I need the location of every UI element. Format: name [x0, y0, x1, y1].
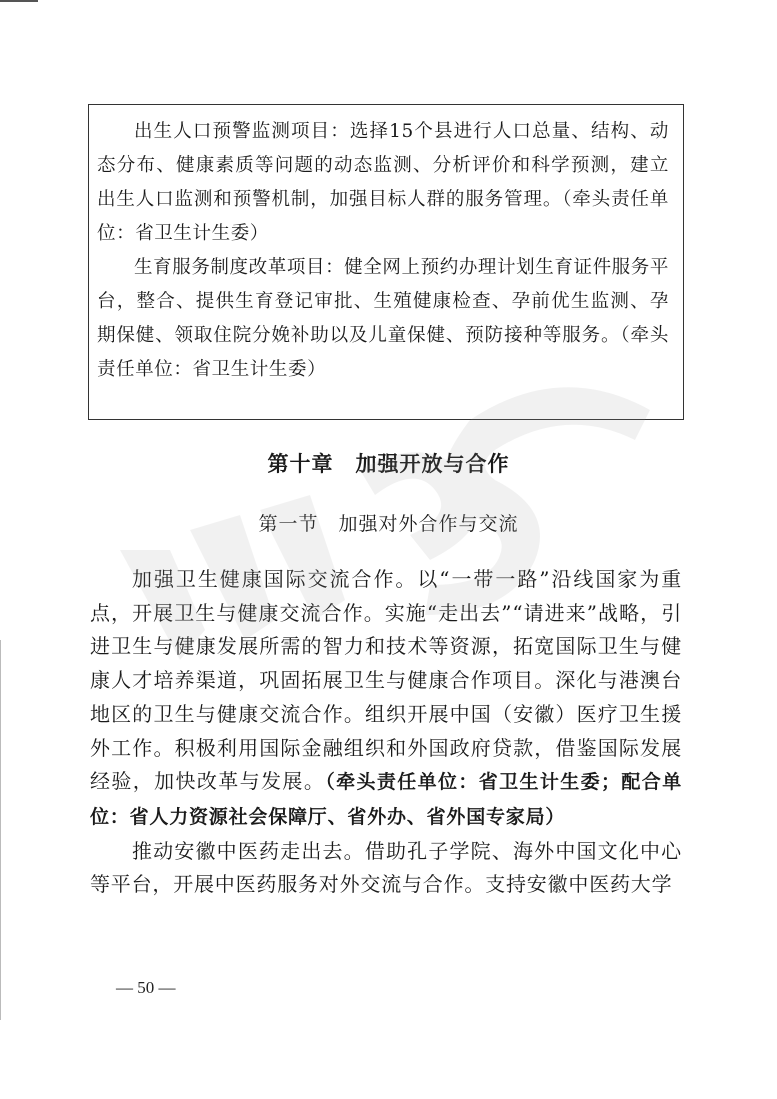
box-paragraph-2: 生育服务制度改革项目：健全网上预约办理计划生育证件服务平台，整合、提供生育登记审批、生殖健康检查、孕前优生监测、孕期保健、领取住院分娩补助以及儿童保健、预防接种等服务。（牵头责任单位：省卫生计生委） [97, 257, 669, 380]
body-paragraph-2: 推动安徽中医药走出去。借助孔子学院、海外中国文化中心等平台，开展中医药服务对外交流与合作。支持安徽中医药大学 [90, 838, 682, 897]
body-text [90, 563, 682, 902]
boxed-projects [88, 104, 684, 420]
page-number: — 50 — [116, 978, 176, 997]
body-paragraph-1 [90, 563, 682, 835]
body-paragraph-1-text: 加强卫生健康国际交流合作。以“一带一路”沿线国家为重点，开展卫生与健康交流合作。实施“走出去”“请进来”战略，引进卫生与健康发展所需的智力和技术等资源，拓宽国际卫生与健康人才培养渠道，巩固拓展卫生与健康合作项目。深化与港澳台地区的卫生与健康交流合作。组织开展中国（安徽）医疗卫生援外工作。积极利用国际金融组织和外国政府贷款，借鉴国际发展经验，加快改革与发展。 [90, 567, 682, 794]
responsible-units: （牵头责任单位：省卫生计生委；配合单位：省人力资源社会保障厅、省外办、省外国专家局） [90, 771, 682, 828]
section-title: 第一节 加强对外合作与交流 [258, 513, 519, 535]
box-paragraph-1: 出生人口预警监测项目：选择15个县进行人口总量、结构、动态分布、健康素质等问题的动态监测、分析评价和科学预测，建立出生人口监测和预警机制，加强目标人群的服务管理。（牵头责任单位：省卫生计生委） [97, 121, 669, 244]
left-edge-rule [0, 640, 1, 1020]
top-corner-rule [0, 0, 38, 2]
chapter-title: 第十章 加强开放与合作 [267, 452, 510, 476]
